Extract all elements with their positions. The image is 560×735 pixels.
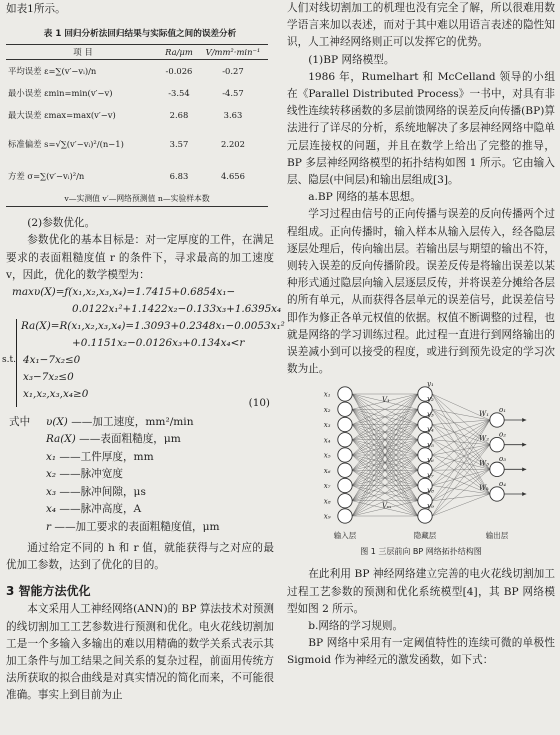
figure-caption: 图 1 三层前向 BP 网络拓扑结构图: [360, 547, 482, 557]
output-node: [490, 413, 504, 427]
definition-row: [46, 431, 181, 448]
paragraph: 参数优化的基本目标是：对一定厚度的工件，在满足要求的表面粗糙度值 r 的条件下，寻求最高的加工速度 v，因此，优化的数学模型为：: [6, 234, 274, 281]
equation-line: +0.1151x₂−0.0126x₃+0.134x₄<r: [72, 337, 245, 350]
row-ra: 3.57: [169, 139, 189, 150]
input-node-label: x₆: [323, 467, 331, 476]
row-ra: 6.83: [169, 171, 189, 182]
row-v: 4.656: [220, 171, 245, 182]
input-node-label: x₁: [323, 390, 331, 399]
output-node-label: o₃: [499, 455, 507, 464]
output-node-label: o₂: [499, 430, 507, 439]
definition-desc: ——加工速度，mm²/min: [71, 416, 194, 429]
row-v: -0.27: [222, 66, 244, 77]
row-v: 3.63: [223, 110, 243, 121]
hidden-node-label: y₃: [427, 410, 434, 419]
definition-desc: ——加工要求的表面粗糙度值，μm: [54, 521, 220, 534]
constraint-brace: [16, 319, 21, 407]
definition-symbol: Ra(X): [46, 433, 76, 446]
row-ra: -3.54: [168, 88, 190, 99]
definition-row: [46, 414, 194, 431]
hidden-node: [418, 509, 432, 523]
definition-symbol: x₂: [46, 468, 57, 481]
layer-label: 隐藏层: [413, 531, 437, 541]
weight-w-label: Wₖ: [479, 484, 489, 493]
intro-text: 如表1所示。: [6, 3, 66, 15]
input-node: [338, 387, 352, 401]
symbol-definitions: [6, 414, 274, 540]
st-label: s.t.: [2, 355, 16, 366]
definition-row: [46, 466, 123, 483]
input-node-label: x₉: [323, 512, 331, 521]
optimization-model: [2, 284, 285, 412]
layer-label: 输入层: [333, 531, 357, 541]
paragraph: 学习过程由信号的正向传播与误差的反向传播两个过程组成。正向传播时，输入样本从输入层传入，经各隐层逐层处理后，传向输出层。若输出层与期望的输出不符，则转入误差的反向传播阶段。误差反传是将输出误差以某种形式通过隐层向输入层逐层反传，并将误差分摊给各层的所有单元，从而获得各层单元的误差信号，此误差信号即作为修正各单元权值的依据。权值不断调整的过程，也就是网络的学习训练过程。此过程一直进行到网络输出的误差减小到可以接受的程度，或进行到预先设定的学习次数为止。: [287, 208, 555, 376]
hidden-node-label: y₈: [427, 487, 434, 496]
row-label: 平均误差 ε=∑(v′−vᵢ)/n: [8, 66, 97, 77]
hidden-node-label: y₇: [427, 471, 434, 480]
hidden-output-edge: [432, 410, 490, 495]
definition-row: [46, 484, 146, 501]
table-header-item: 项 目: [6, 45, 160, 60]
weight-w-label: W₃: [479, 459, 490, 468]
layer-label: 输出层: [485, 531, 509, 541]
definition-symbol: υ(X): [46, 416, 68, 429]
figure-1: [287, 382, 555, 560]
input-node: [338, 418, 352, 432]
output-node-label: o₁: [499, 406, 507, 415]
equation-line: 4x₁−7x₂≤0: [23, 354, 81, 367]
input-node: [338, 403, 352, 417]
hidden-output-edge: [432, 445, 490, 501]
hidden-output-edge: [432, 470, 490, 471]
definition-symbol: x₄: [46, 503, 57, 516]
definition-desc: ——表面粗糙度，μm: [79, 433, 181, 446]
output-arrowhead: [522, 468, 526, 472]
table-header-v: V/mm²·min⁻¹: [198, 45, 268, 60]
weight-w-label: W₂: [479, 435, 490, 444]
subsection-title: (1)BP 网络模型。: [308, 53, 395, 66]
equation-line: Ra(X)=R(x₁,x₂,x₃,x₄)=1.3093+0.2348x₁−0.0053x₁²: [21, 320, 285, 333]
paragraph: 通过给定不同的 h 和 r 值，就能获得与之对应的最优加工参数，达到了优化的目的。: [6, 542, 274, 572]
equation-number: (10): [248, 397, 270, 410]
paragraph: 1986 年，Rumelhart 和 McCelland 领导的小组在《Parallel Distributed Process》一书中，对具有非线性连续转移函数的多层前馈网络的误差反向传播(BP)算法进行了详尽的分析，系统地解决了多层神经网络中隐单元层连接权的问题，并且在数学上给出了完整的推导，BP 多层神经网络模型的拓扑结构如图 1 所示。它由输入层、隐层(中间层)和输出层组成[3]。: [287, 70, 555, 187]
subsection-title: a.BP 网络的基本思想。: [308, 191, 421, 204]
hidden-output-edge: [432, 445, 490, 516]
row-v: -4.57: [222, 88, 244, 99]
row-label: 最大误差 εmax=max(v′−v): [8, 110, 116, 121]
table-row: [6, 60, 268, 83]
definition-symbol: x₃: [46, 486, 57, 499]
table-row: [6, 162, 268, 190]
equation-line: x₃−7x₂≤0: [23, 371, 74, 384]
output-arrowhead: [522, 443, 526, 447]
table-caption: 表 1 回归分析法回归结果与实际值之间的误差分析: [43, 29, 237, 40]
table-header-ra: Ra/μm: [160, 45, 198, 60]
error-analysis-table: [6, 44, 268, 207]
input-node-label: x₃: [323, 421, 331, 430]
input-node: [338, 433, 352, 447]
row-label: 方差 σ=∑(v′−vᵢ)²/n: [8, 171, 85, 182]
paragraph: BP 网络中采用有一定阈值特性的连续可微的单极性 Sigmoid 作为神经元的激发函数，如下式：: [287, 637, 555, 667]
bp-network-diagram: [287, 382, 555, 544]
output-arrowhead: [522, 492, 526, 496]
definition-row: [46, 449, 154, 466]
weight-v-label: V₁: [382, 396, 390, 405]
hidden-node-label: y₆: [427, 456, 434, 465]
equation-line: maxυ(X)=ƒ(x₁,x₂,x₃,x₄)=1.7415+0.6854x₁−: [12, 286, 236, 299]
output-node: [490, 487, 504, 501]
input-node-label: x₇: [323, 482, 331, 491]
hidden-node-label: y₅: [427, 441, 434, 450]
definition-row: [46, 501, 141, 518]
subsection-title: b.网络的学习规则。: [308, 620, 404, 633]
weight-w-label: W₁: [479, 410, 490, 419]
input-node-label: x₄: [323, 436, 331, 445]
input-node-label: x₅: [323, 451, 331, 460]
paragraph: 人们对线切割加工的机理也没有完全了解，所以很难用数学语言来加以表述，而对于其中难以用语言表述的隐性知识，人工神经网络则正可以发挥它的优势。: [287, 2, 555, 49]
row-label: 最小误差 εmin=min(v′−v): [8, 88, 113, 99]
input-node: [338, 479, 352, 493]
definition-desc: ——脉冲宽度: [59, 468, 123, 481]
row-ra: -0.026: [165, 66, 193, 77]
paragraph: 在此利用 BP 神经网络建立完善的电火花线切割加工过程工艺参数的预测和优化系统模型[4]，其 BP 网络模型如图 2 所示。: [287, 568, 555, 615]
output-node-label: o₄: [499, 480, 507, 489]
section-heading: 3 智能方法优化: [6, 584, 91, 599]
right-column: [287, 0, 555, 670]
equation-line: 0.0122x₁²+1.1422x₂−0.133x₃+1.6395x₄: [72, 303, 282, 316]
weight-v-label: Vₘ: [382, 502, 392, 511]
output-arrowhead: [522, 418, 526, 422]
definition-desc: ——工件厚度，mm: [59, 451, 154, 464]
table-footnote: v—实测值 v′—网络预测值 n—实验样本数: [6, 190, 268, 207]
row-label: 标准偏差 s=√∑(v′−vᵢ)²/(n−1): [8, 139, 124, 150]
hidden-output-edge: [432, 394, 490, 469]
table-row: [6, 104, 268, 126]
equation-line: x₁,x₂,x₃,x₄≥0: [23, 388, 89, 401]
left-column: [2, 0, 285, 705]
table-row: [6, 82, 268, 104]
hidden-node-label: y₁: [427, 382, 434, 389]
output-node: [490, 463, 504, 477]
input-node: [338, 494, 352, 508]
row-ra: 2.68: [169, 110, 189, 121]
hidden-node-label: y₉: [427, 502, 434, 511]
input-node-label: x₈: [323, 497, 331, 506]
definition-row: [46, 519, 220, 536]
definition-symbol: x₁: [46, 451, 57, 464]
input-node-label: x₂: [323, 406, 331, 415]
paragraph: 本文采用人工神经网络(ANN)的 BP 算法技术对预测的线切割加工工艺参数进行预测和优化。电火花线切割加工是一个多输入多输出的难以用精确的数学关系式表示其加工条件与加工结果之间关系的复杂过程，前面用传统方法所获取的拟合曲线是对真实情况的简化而来，不可能很准确。事实上到目前为止: [6, 603, 274, 702]
where-label: 式中: [9, 416, 31, 429]
input-node: [338, 464, 352, 478]
definition-desc: ——脉冲间隙，μs: [59, 486, 146, 499]
output-node: [490, 438, 504, 452]
table-footnote-row: [6, 190, 268, 207]
definition-desc: ——脉冲高度，A: [59, 503, 142, 516]
row-v: 2.202: [220, 139, 245, 150]
hidden-node-label: y₂: [427, 395, 434, 404]
table-row: [6, 126, 268, 162]
input-node: [338, 509, 352, 523]
definition-symbol: r: [46, 521, 51, 534]
subsection-title: (2)参数优化。: [27, 217, 96, 230]
input-node: [338, 448, 352, 462]
hidden-node-label: y₄: [427, 426, 434, 435]
